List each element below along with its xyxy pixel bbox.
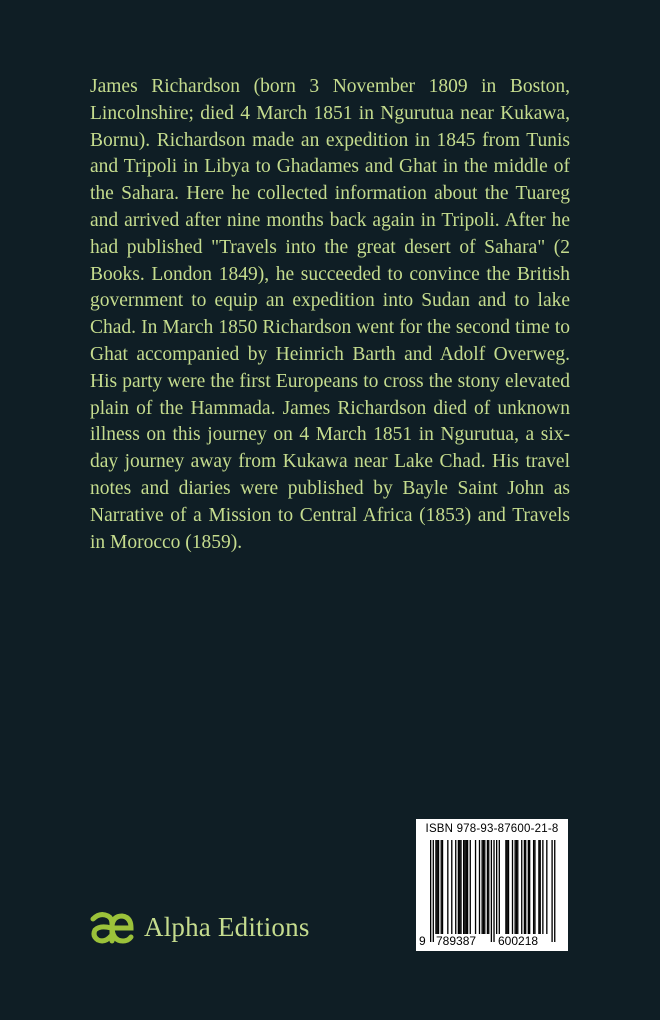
barcode-bar-41 xyxy=(533,840,534,934)
barcode-left-group: 789387 xyxy=(436,934,477,948)
barcode-bar-2 xyxy=(435,840,436,934)
barcode-bar-43 xyxy=(538,840,539,934)
barcode-bar-17 xyxy=(470,840,471,934)
barcode-bar-19 xyxy=(479,840,480,934)
barcode-bar-29 xyxy=(505,840,506,934)
barcode-right-group: 600218 xyxy=(498,934,539,948)
barcode-bars xyxy=(416,819,568,951)
barcode-bar-6 xyxy=(442,840,443,934)
barcode-bar-1 xyxy=(433,840,434,942)
barcode-first-digit: 9 xyxy=(419,934,426,948)
barcode-bar-45 xyxy=(542,840,543,934)
isbn-barcode xyxy=(416,819,568,951)
barcode-bar-46 xyxy=(546,840,547,934)
barcode-bar-23 xyxy=(487,840,488,934)
barcode-bar-16 xyxy=(467,840,468,934)
barcode-bar-8 xyxy=(451,840,452,934)
isbn-label: ISBN 978-93-87600-21-8 xyxy=(425,823,559,835)
barcode-bar-25 xyxy=(491,840,492,942)
barcode-bar-26 xyxy=(493,840,494,942)
barcode-bar-18 xyxy=(475,840,476,934)
barcode-bar-10 xyxy=(458,840,459,934)
barcode-bar-7 xyxy=(447,840,448,934)
barcode-bar-14 xyxy=(464,840,465,934)
barcode-bar-37 xyxy=(524,840,525,934)
barcode-bar-39 xyxy=(528,840,529,934)
barcode-bar-47 xyxy=(551,840,552,942)
barcode-bar-42 xyxy=(534,840,535,934)
barcode-bar-13 xyxy=(463,840,464,934)
barcode-bar-9 xyxy=(455,840,456,934)
barcode-bar-28 xyxy=(499,840,500,934)
barcode-bar-4 xyxy=(438,840,439,934)
barcode-bar-11 xyxy=(459,840,460,934)
barcode-bar-33 xyxy=(514,840,515,934)
barcode-bar-48 xyxy=(554,840,555,942)
barcode-bar-30 xyxy=(507,840,508,934)
barcode-bar-38 xyxy=(525,840,526,934)
barcode-bar-3 xyxy=(437,840,438,934)
barcode-bar-44 xyxy=(540,840,541,934)
barcode-bar-20 xyxy=(481,840,482,934)
back-cover-blurb: James Richardson (born 3 November 1809 in Boston, Lincolnshire; died 4 March 1851 in Ngurutua near Kukawa, Bornu). Richardson made an expedition in 1845 from Tunis and Tripoli in Libya to Ghadames and Ghat in the middle of the Sahara. Here he collected information about the Tuareg and arrived after nine months back again in Tripoli. After he had published "Travels into the great desert of Sahara" (2 Books. London 1849), he succeeded to convince the British government to equip an expedition into Sudan and to lake Chad. In March 1850 Richardson went for the second time to Ghat accompanied by Heinrich Barth and Adolf Overweg. His party were the first Europeans to cross the stony elevated plain of the Hammada. James Richardson died of unknown illness on this journey on 4 March 1851 in Ngurutua, a six-day journey away from Kukawa near Lake Chad. His travel notes and diaries were published by Bayle Saint John as Narrative of a Mission to Central Africa (1853) and Travels in Morocco (1859). xyxy=(90,76,570,553)
barcode-bar-40 xyxy=(529,840,530,934)
barcode-bar-24 xyxy=(488,840,489,934)
barcode-bar-5 xyxy=(441,840,442,934)
barcode-bar-12 xyxy=(460,840,461,934)
ae-ligature-logo-icon xyxy=(90,910,134,944)
barcode-bar-32 xyxy=(512,840,513,934)
barcode-bar-31 xyxy=(508,840,509,934)
barcode-bar-21 xyxy=(483,840,484,934)
publisher-name: Alpha Editions xyxy=(144,911,310,942)
barcode-bar-0 xyxy=(430,840,431,942)
barcode-bar-34 xyxy=(516,840,517,934)
barcode-bar-15 xyxy=(466,840,467,934)
barcode-bar-27 xyxy=(496,840,497,934)
barcode-bar-35 xyxy=(517,840,518,934)
barcode-bar-22 xyxy=(484,840,485,934)
barcode-bar-36 xyxy=(521,840,522,934)
publisher-brand xyxy=(90,910,310,944)
